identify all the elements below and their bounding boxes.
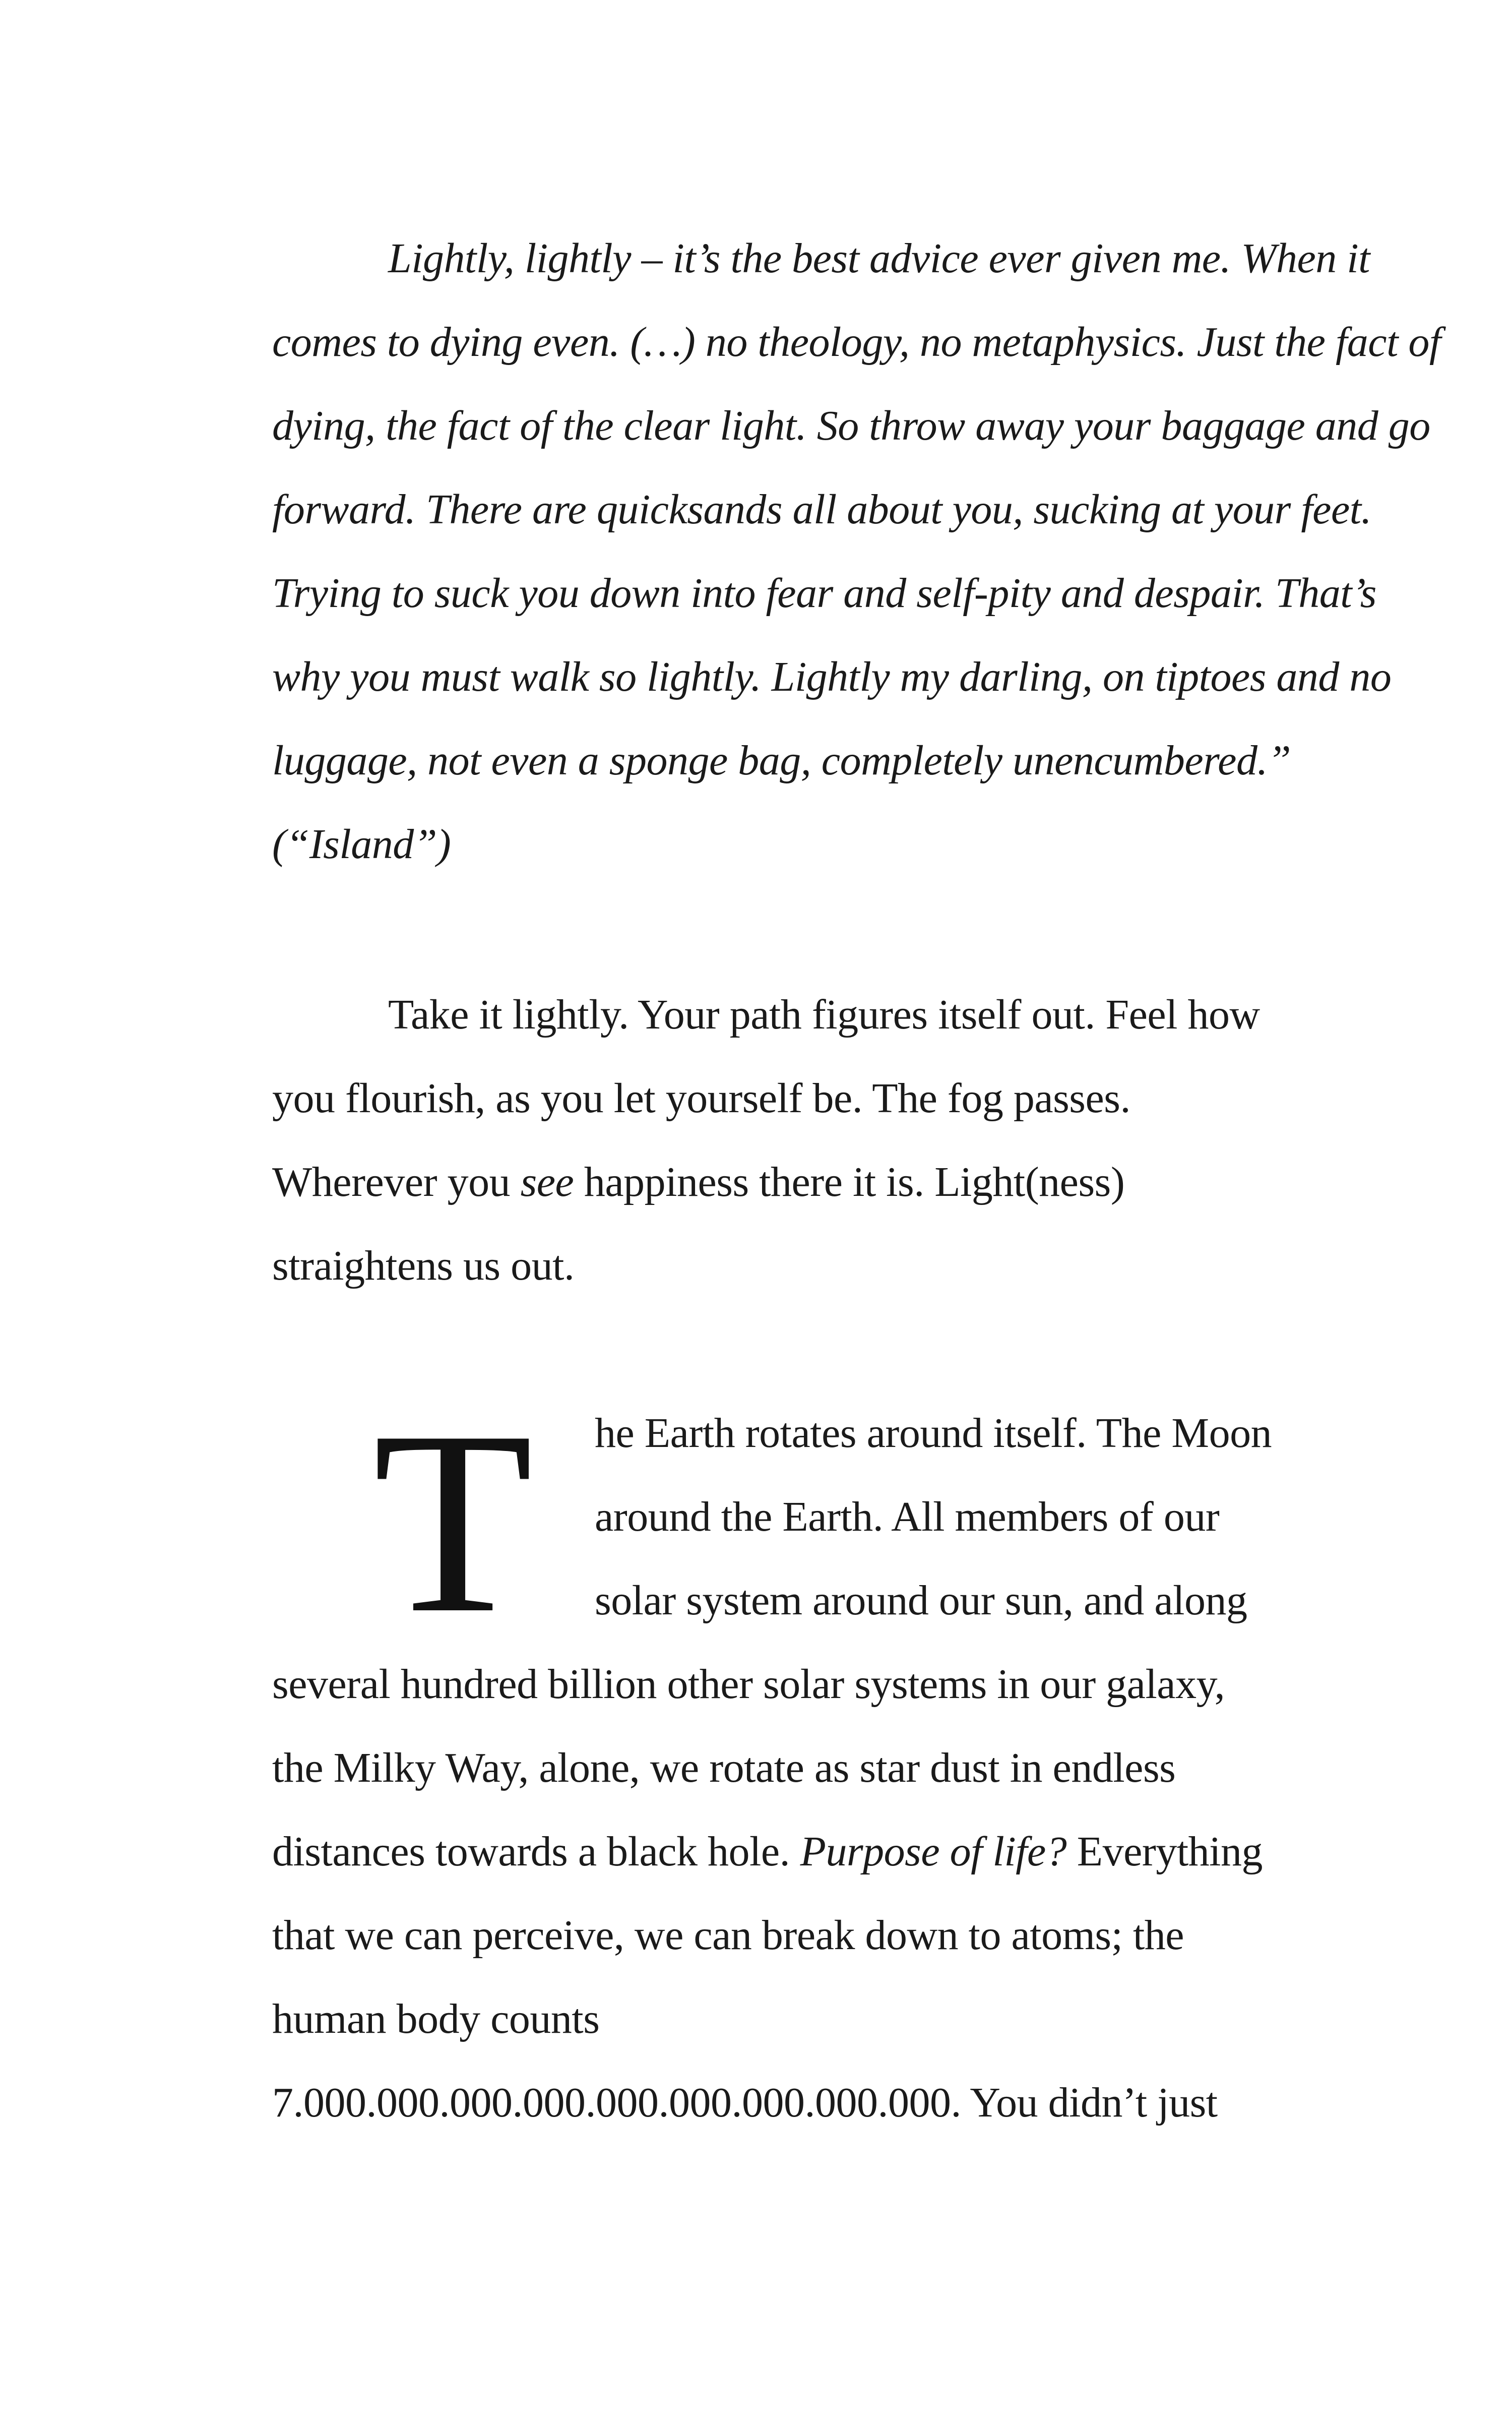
paragraph-line: 7.000.000.000.000.000.000.000.000.000. You didn’t just [272, 2079, 1218, 2126]
paragraph-line: straightens us out. [272, 1242, 575, 1289]
paragraph-line: human body counts [272, 1995, 600, 2042]
paragraph-line [272, 1140, 1396, 1224]
quote-source: (“Island”) [272, 821, 451, 868]
paragraph-lightness [272, 973, 1396, 1308]
paragraph-line: around the Earth. All members of our [595, 1493, 1220, 1540]
text-run: Wherever you [272, 1159, 521, 1205]
quote-block [272, 217, 1441, 886]
text-run: distances towards a black hole. [272, 1828, 800, 1875]
paragraph-earth [272, 1377, 1396, 2145]
drop-cap-area [272, 1377, 1396, 1667]
paragraph-line: you flourish, as you let yourself be. The fog passes. [272, 1075, 1130, 1122]
paragraph-line: he Earth rotates around itself. The Moon [595, 1410, 1272, 1457]
quote-line: why you must walk so lightly. Lightly my darling, on tiptoes and no [272, 653, 1392, 700]
quote-line: comes to dying even. (…) no theology, no metaphysics. Just the fact of [272, 319, 1441, 366]
emphasis-see: see [520, 1159, 574, 1205]
quote-line: Lightly, lightly – it’s the best advice ever given me. When it [388, 235, 1370, 282]
text-run: Everything [1066, 1828, 1263, 1875]
paragraph-line: that we can perceive, we can break down to atoms; the [272, 1912, 1184, 1959]
text-run: happiness there it is. Light(ness) [574, 1159, 1125, 1205]
drop-cap: T [373, 1377, 533, 1667]
quote-line: luggage, not even a sponge bag, completely unencumbered.” [272, 737, 1291, 784]
quote-line: dying, the fact of the clear light. So throw away your baggage and go [272, 402, 1430, 449]
paragraph-line: several hundred billion other solar systems in our galaxy, [272, 1661, 1225, 1708]
emphasis-purpose: Purpose of life? [800, 1828, 1067, 1875]
quote-line: Trying to suck you down into fear and self-pity and despair. That’s [272, 570, 1376, 617]
paragraph-line: solar system around our sun, and along [595, 1577, 1247, 1624]
paragraph-line [272, 1810, 1396, 1894]
quote-line: forward. There are quicksands all about you, sucking at your feet. [272, 486, 1372, 533]
paragraph-line: Take it lightly. Your path figures itself out. Feel how [388, 991, 1260, 1038]
paragraph-line: the Milky Way, alone, we rotate as star dust in endless [272, 1744, 1176, 1791]
